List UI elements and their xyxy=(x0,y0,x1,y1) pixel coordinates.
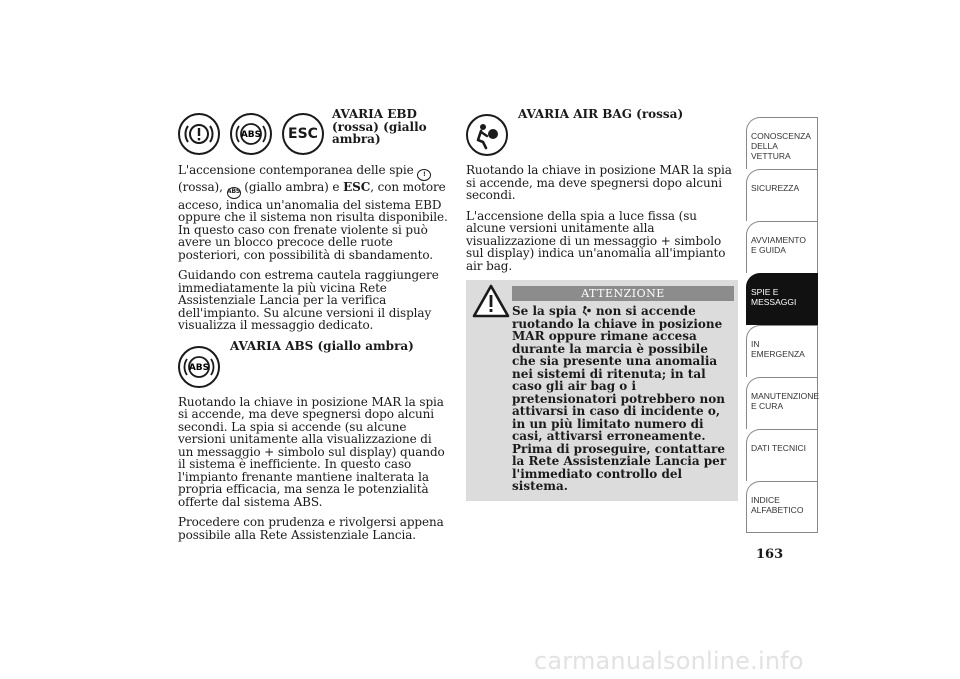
brake-small-icon: ! xyxy=(417,169,431,181)
abs-icon xyxy=(230,113,272,155)
ebd-text-d: , con motore acceso, indica un'anomalia del sistema EBD oppure che il sistema non risulta disponibile. In questo caso con frenate violente si può avere un blocco precoce delle ruote posteriori, con possibilità di sbandamento. xyxy=(178,180,448,262)
tab-label: SICUREZZA xyxy=(751,183,800,193)
tab-indice[interactable] xyxy=(746,481,818,533)
warning-text-a: Se la spia xyxy=(512,304,581,318)
tab-conoscenza[interactable] xyxy=(746,117,818,169)
tab-label: SPIE E MESSAGGI xyxy=(751,287,797,307)
ebd-paragraph-1 xyxy=(178,164,450,261)
tab-label: INDICE ALFABETICO xyxy=(751,495,804,515)
tab-label: IN EMERGENZA xyxy=(751,339,805,359)
abs-icon-label: ABS xyxy=(240,130,262,140)
ebd-paragraph-2: Guidando con estrema cautela raggiungere immediatamente la più vicina Rete Assistenziale Lancia per la verifica dell'impianto. Su alcune versioni il display visualizza il messaggio dedicato. xyxy=(178,268,439,332)
warning-text-first xyxy=(470,305,734,493)
airbag-paragraph-2: L'accensione della spia a luce fissa (su alcune versioni unitamente alla visualizzazione di un messaggio + simbolo sul display) indica un'anomalia all'impianto air bag. xyxy=(466,208,726,273)
page-number: 163 xyxy=(756,547,784,562)
abs-heading: AVARIA ABS (giallo ambra) xyxy=(230,338,414,353)
tab-label: CONOSCENZA DELLA VETTURA xyxy=(751,131,811,161)
airbag-warning-icon xyxy=(466,114,508,156)
airbag-small-icon xyxy=(581,305,592,316)
esc-icon xyxy=(282,113,324,155)
tab-dati-tecnici[interactable] xyxy=(746,429,818,481)
ebd-text-a: L'accensione contemporanea delle spie xyxy=(178,163,418,177)
left-column xyxy=(178,108,450,549)
abs-section xyxy=(178,340,450,396)
airbag-paragraph-1: Ruotando la chiave in posizione MAR la spia si accende, ma deve spegnersi dopo alcuni secondi. xyxy=(466,163,732,202)
ebd-text-c: (giallo ambra) e xyxy=(240,180,344,195)
warning-box xyxy=(466,280,738,501)
tab-manutenzione[interactable] xyxy=(746,377,818,429)
ebd-text-b: (rossa), xyxy=(178,180,227,195)
chapter-tabs xyxy=(746,117,818,533)
abs-small-icon: ABS xyxy=(227,187,241,199)
ebd-text-esc: ESC xyxy=(343,180,371,195)
tab-label: MANUTENZIONE E CURA xyxy=(751,391,819,411)
tab-spie-messaggi[interactable] xyxy=(746,273,818,325)
warning-title: ATTENZIONE xyxy=(512,286,734,301)
warning-text-b: non si accende ruotando la chiave in posizione MAR oppure rimane accesa durante la marcia è possibile che sia presente una anomalia nei sistemi di ritenuta; in tal caso gli air bag o i pretensionatori potrebbero non attivarsi in caso di incidente o, in un più limitato numero di casi, attivarsi erroneamente. Prima di proseguire, contattare la Rete Assistenziale Lancia per l'immediato controllo del sistema. xyxy=(512,304,727,493)
brake-warning-icon xyxy=(178,113,220,155)
airbag-heading: AVARIA AIR BAG (rossa) xyxy=(518,107,684,121)
ebd-icons xyxy=(178,113,324,155)
abs-warning-icon xyxy=(178,346,220,388)
abs-warning-icon-label: ABS xyxy=(188,362,210,373)
watermark: carmanualsonline.info xyxy=(534,647,804,675)
abs-paragraph-1: Ruotando la chiave in posizione MAR la spia si accende, ma deve spegnersi dopo alcuni secondi. La spia si accende (su alcune versioni unitamente alla visualizzazione di un messaggio + simbolo sul display) quando il sistema è inefficiente. In questo caso l'impianto frenante mantiene inalterata la propria efficacia, ma senza le potenzialità offerte dal sistema ABS. xyxy=(178,394,445,509)
ebd-section xyxy=(178,108,450,164)
warning-text xyxy=(470,305,734,493)
tab-label: DATI TECNICI xyxy=(751,443,806,453)
airbag-section xyxy=(466,108,738,164)
abs-paragraph-2: Procedere con prudenza e rivolgersi appena possibile alla Rete Assistenziale Lancia. xyxy=(178,515,444,542)
right-column xyxy=(466,108,738,501)
warning-triangle-icon xyxy=(472,284,510,318)
ebd-heading: AVARIA EBD (rossa) (giallo ambra) xyxy=(332,107,427,146)
tab-avviamento[interactable] xyxy=(746,221,818,273)
esc-icon-label: ESC xyxy=(288,126,318,142)
tab-emergenza[interactable] xyxy=(746,325,818,377)
tab-sicurezza[interactable] xyxy=(746,169,818,221)
tab-label: AVVIAMENTO E GUIDA xyxy=(751,235,806,255)
